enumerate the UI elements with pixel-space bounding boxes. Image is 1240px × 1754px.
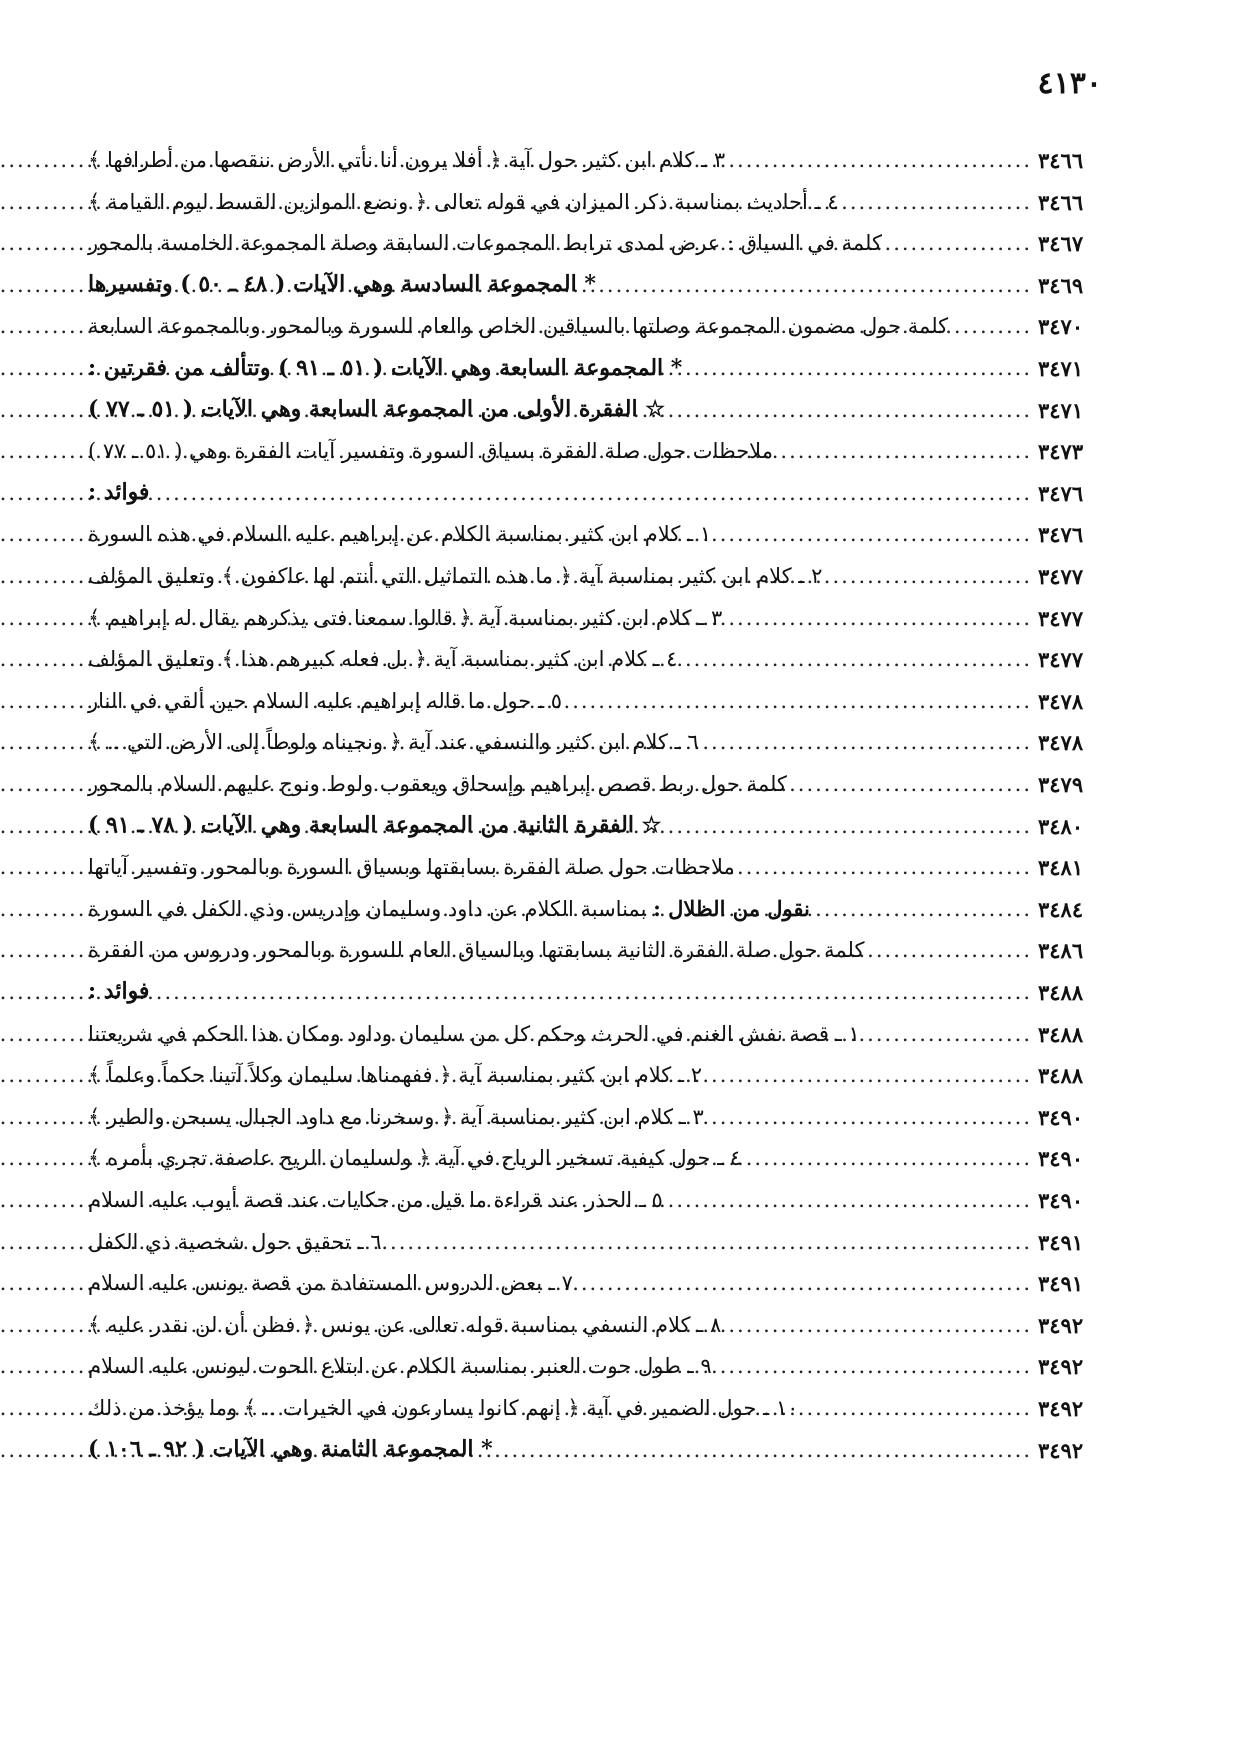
toc-entry xyxy=(88,135,1100,177)
toc-entry-title: * المجموعة السابعة وهي الآيات ( ٥١ ـ ٩١ ) وتتألف من فقرتين : xyxy=(88,354,683,381)
dot-leader xyxy=(602,270,1032,302)
toc-entry-title: ١ ـ كلام ابن كثير بمناسبة الكلام عن إبراهيم عليه السلام في هذه السورة xyxy=(88,522,712,547)
toc-section-heading xyxy=(88,1424,1100,1466)
toc-entry-page: ٣٤٧٨ xyxy=(1038,688,1084,714)
toc-entry-page: ٣٤٦٩ xyxy=(1038,272,1084,298)
toc-entry-title: ٦ ـ تحقيق حول شخصية ذي الكفل xyxy=(88,1229,382,1254)
toc-entry-page: ٣٤٩٢ xyxy=(1038,1354,1084,1380)
toc-entry xyxy=(88,1050,1100,1092)
toc-entry xyxy=(88,925,1100,967)
toc-entry-page: ٣٤٨١ xyxy=(1038,855,1084,881)
toc-subsection-heading xyxy=(88,385,1100,427)
toc-entry-title: ☆ الفقرة الثانية من المجموعة السابعة وهي الآيات ( ٧٨ ـ ٩١ ) xyxy=(88,812,662,839)
toc-entry-title: ٤ ـ أحاديث بمناسبة ذكر الميزان في قوله تعالى ﴿ ونضع الموازين القسط ليوم القيامة ﴾ xyxy=(88,189,839,214)
toc-entry-page: ٣٤٧٧ xyxy=(1038,647,1084,673)
toc-entry xyxy=(88,1133,1100,1175)
dot-leader xyxy=(954,311,1032,343)
toc-entry-page: ٣٤٧٨ xyxy=(1038,730,1084,756)
toc-section-heading xyxy=(88,260,1100,302)
dot-leader xyxy=(828,561,1032,593)
dot-leader xyxy=(804,1393,1032,1425)
dot-leader xyxy=(871,935,1033,967)
toc-entry-title: كلمة حول صلة الفقرة الثانية بسابقتها وبالسياق العام للسورة وبالمحور ودروس من الفقرة xyxy=(88,938,865,963)
dot-leader xyxy=(845,187,1032,219)
toc-entry xyxy=(88,218,1100,260)
toc-entry-title: ٩ ـ طول حوت العنبر بمناسبة الكلام عن ابتلاع الحوت ليونس عليه السلام xyxy=(88,1354,712,1379)
table-of-contents xyxy=(88,135,1100,1466)
toc-entry-title: ٣ ـ كلام ابن كثير بمناسبة آية ﴿ قالوا سمعنا فتى يذكرهم يقال له إبراهيم ﴾ xyxy=(88,605,723,630)
toc-entry xyxy=(88,759,1100,801)
toc-entry-page: ٣٤٩٢ xyxy=(1038,1395,1084,1421)
toc-entry-page: ٣٤٩٠ xyxy=(1038,1146,1084,1172)
toc-entry xyxy=(88,842,1100,884)
toc-entry-title: ☆ الفقرة الأولى من المجموعة السابعة وهي الآيات ( ٥١ ـ ٧٧ ) xyxy=(88,396,665,423)
toc-entry xyxy=(88,1175,1100,1217)
toc-entry xyxy=(88,509,1100,551)
dot-leader xyxy=(579,1268,1032,1300)
dot-leader xyxy=(155,478,1032,510)
dot-leader xyxy=(816,894,1032,926)
toc-entry-title: فوائد : xyxy=(88,978,150,1005)
toc-entry xyxy=(88,593,1100,635)
dot-leader xyxy=(866,1019,1032,1051)
toc-entry-title: ٣ ـ كلام ابن كثير حول آية ﴿ أفلا يرون أنا نأتي الأرض ننقصها من أطرافها ﴾ xyxy=(88,148,726,173)
dot-leader xyxy=(568,686,1032,718)
toc-entry-page: ٣٤٩١ xyxy=(1038,1271,1084,1297)
dot-leader xyxy=(717,519,1032,551)
toc-entry-title: ملاحظات حول صلة الفقرة بسابقتها وبسياق السورة وبالمحور وتفسير آياتها xyxy=(88,855,735,880)
dot-leader xyxy=(741,852,1032,884)
toc-entry-page: ٣٤٨٨ xyxy=(1038,1021,1084,1047)
dot-leader xyxy=(718,1351,1032,1383)
toc-entry-title: ٦ ـ كلام ابن كثير والنسفي عند آية ﴿ ونجيناه ولوطاً إلى الأرض التي .. ﴾ xyxy=(88,730,699,755)
toc-entry xyxy=(88,1300,1100,1342)
toc-section-heading xyxy=(88,343,1100,385)
toc-entry-title: ١٠ ـ حول الضمير في آية ﴿ إنهم كانوا يسارعون في الخيرات .. ﴾ وما يؤخذ من ذلك xyxy=(88,1395,799,1420)
toc-entry-title: ٥ ـ الحذر عند قراءة ما قيل من حكايات عند قصة أيوب عليه السلام xyxy=(88,1187,663,1212)
dot-leader xyxy=(683,644,1032,676)
toc-entry-page: ٣٤٨٠ xyxy=(1038,813,1084,839)
dot-leader xyxy=(155,977,1032,1009)
dot-leader xyxy=(708,1060,1032,1092)
toc-entry-page: ٣٤٨٦ xyxy=(1038,938,1084,964)
toc-entry-title: ملاحظات حول صلة الفقرة بسياق السورة وتفسير آيات الفقرة وهي ( ٥١ ـ ٧٧ ) xyxy=(88,439,773,464)
toc-entry-page: ٣٤٩٢ xyxy=(1038,1312,1084,1338)
toc-entry-title: ٨ ـ كلام النسفي بمناسبة قوله تعالى عن يونس ﴿ فظن أن لن نقدر عليه ﴾ xyxy=(88,1312,722,1337)
toc-entry xyxy=(88,426,1100,468)
toc-entry-page: ٣٤٧٦ xyxy=(1038,480,1084,506)
toc-entry-title: ٧ ـ بعض الدروس المستفادة من قصة يونس عليه السلام xyxy=(88,1271,573,1296)
toc-entry-title: كلمة حول ربط قصص إبراهيم وإسحاق ويعقوب ولوط ونوح عليهم السلام بالمحور xyxy=(88,772,787,796)
toc-entry-page: ٣٤٧٦ xyxy=(1038,522,1084,548)
toc-entry-title: * المجموعة الثامنة وهي الآيات ( ٩٢ ـ ١٠٦ ) xyxy=(88,1436,493,1462)
toc-entry xyxy=(88,634,1100,676)
dot-leader xyxy=(667,811,1032,843)
toc-benefits-heading xyxy=(88,967,1100,1009)
toc-entry xyxy=(88,551,1100,593)
toc-entry-title: ١ ـ قصة نفش الغنم في الحرث وحكم كل من سليمان وداود ومكان هذا الحكم في شريعتنا xyxy=(88,1021,860,1046)
toc-entry-lead: نقول من الظلال : xyxy=(653,895,810,921)
toc-entry-page: ٣٤٩٠ xyxy=(1038,1104,1084,1130)
toc-entry xyxy=(88,717,1100,759)
toc-entry xyxy=(88,1092,1100,1134)
toc-entry-page: ٣٤٨٤ xyxy=(1038,896,1084,922)
toc-entry xyxy=(88,177,1100,219)
toc-entry-page: ٣٤٧٠ xyxy=(1038,314,1084,340)
toc-entry-page: ٣٤٧٧ xyxy=(1038,564,1084,590)
toc-entry xyxy=(88,1258,1100,1300)
dot-leader xyxy=(705,727,1032,759)
toc-entry xyxy=(88,884,1100,926)
toc-entry xyxy=(88,676,1100,718)
toc-entry-page: ٣٤٦٦ xyxy=(1038,148,1084,174)
toc-entry-page: ٣٤٨٨ xyxy=(1038,979,1084,1005)
toc-entry-rest: بمناسبة الكلام عن داود وسليمان وإدريس وذي الكفل في السورة xyxy=(88,896,654,921)
toc-entry xyxy=(88,1008,1100,1050)
toc-entry-title: ٣ ـ كلام ابن كثير بمناسبة آية ﴿ وسخرنا مع داود الجبال يسبحن والطير ﴾ xyxy=(88,1104,704,1129)
toc-entry-page: ٣٤٧٩ xyxy=(1038,772,1084,797)
toc-entry-title: ٤ ـ حول كيفية تسخير الرياح في آية ﴿ ولسليمان الريح عاصفة تجري بأمره ﴾ xyxy=(88,1146,742,1171)
toc-entry-page: ٣٤٩١ xyxy=(1038,1229,1084,1255)
page-number: ٤١٣٠ xyxy=(1037,66,1102,101)
toc-subsection-heading xyxy=(88,801,1100,843)
toc-entry-title: كلمة في السياق : عرض لمدى ترابط المجموعات السابقة وصلة المجموعة الخامسة بالمحور xyxy=(88,231,882,256)
toc-entry-page: ٣٤٦٧ xyxy=(1038,231,1084,257)
dot-leader xyxy=(793,769,1032,801)
dot-leader xyxy=(731,145,1032,177)
toc-entry-page: ٣٤٧٧ xyxy=(1038,605,1084,631)
dot-leader xyxy=(747,1143,1032,1175)
toc-entry-title: فوائد : xyxy=(88,479,150,506)
toc-entry-page: ٣٤٨٨ xyxy=(1038,1063,1084,1089)
toc-entry-page: ٣٤٧١ xyxy=(1038,356,1084,382)
dot-leader xyxy=(888,228,1032,260)
dot-leader xyxy=(671,395,1032,427)
toc-entry-title: ٤ ـ كلام ابن كثير بمناسبة آية ﴿ بل فعله كبيرهم هذا ﴾ وتعليق المؤلف xyxy=(88,647,678,672)
toc-entry-title xyxy=(88,893,810,926)
toc-entry-title: * المجموعة السادسة وهي الآيات ( ٤٨ ـ ٥٠ ) وتفسيرها xyxy=(88,271,596,298)
toc-entry xyxy=(88,301,1100,343)
dot-leader xyxy=(669,1185,1032,1217)
toc-entry-page: ٣٤٦٦ xyxy=(1038,189,1084,215)
toc-entry xyxy=(88,1341,1100,1383)
dot-leader xyxy=(388,1227,1032,1259)
dot-leader xyxy=(688,353,1032,385)
dot-leader xyxy=(779,436,1032,468)
toc-entry-page: ٣٤٧٣ xyxy=(1038,439,1084,465)
toc-entry-title: ٢ ـ كلام ابن كثير بمناسبة آية ﴿ ما هذه التماثيل التي أنتم لها عاكفون ﴾ وتعليق المؤلف xyxy=(88,564,823,589)
dot-leader xyxy=(710,1102,1032,1134)
toc-entry-page: ٣٤٩٠ xyxy=(1038,1187,1084,1213)
toc-entry-title: كلمة حول مضمون المجموعة وصلتها بالسياقين الخاص والعام للسورة وبالمحور وبالمجموعة السابعة xyxy=(88,314,949,339)
dot-leader xyxy=(499,1435,1032,1467)
dot-leader xyxy=(728,603,1032,635)
toc-entry-title: ٢ ـ كلام ابن كثير بمناسبة آية ﴿ ففهمناها سليمان وكلاً آتينا حكماً وعلماً ﴾ xyxy=(88,1063,703,1088)
toc-entry-page: ٣٤٩٢ xyxy=(1038,1437,1084,1463)
toc-benefits-heading xyxy=(88,468,1100,510)
toc-entry-page: ٣٤٧١ xyxy=(1038,397,1084,423)
toc-entry xyxy=(88,1383,1100,1425)
toc-entry-title: ٥ ـ حول ما قاله إبراهيم عليه السلام حين ألقي في النار xyxy=(88,688,563,713)
dot-leader xyxy=(727,1310,1032,1342)
toc-entry xyxy=(88,1216,1100,1258)
